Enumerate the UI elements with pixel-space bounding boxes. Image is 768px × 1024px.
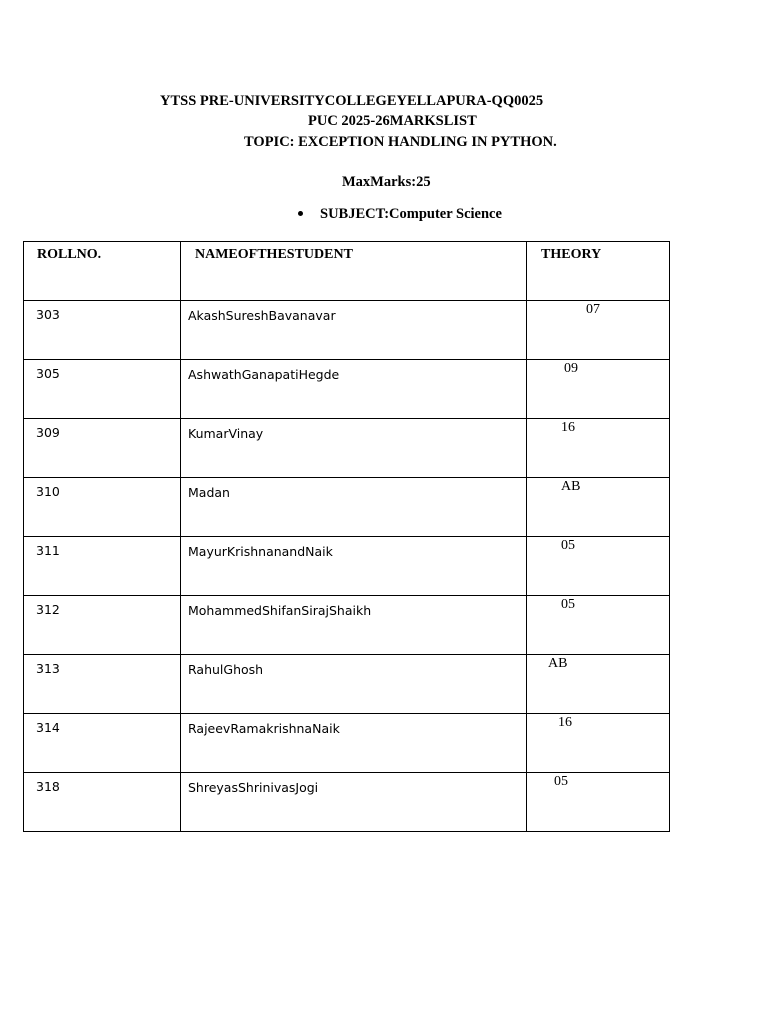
roll-cell: [24, 655, 181, 714]
theory-mark: 16: [561, 420, 575, 435]
table-row: [24, 478, 670, 537]
roll-number: 303: [36, 307, 60, 322]
roll-number: 313: [36, 661, 60, 676]
roll-number: 305: [36, 366, 60, 381]
student-name: MohammedShifanSirajShaikh: [188, 603, 372, 618]
marks-list-title: PUC 2025-26MARKSLIST: [308, 113, 477, 129]
roll-cell: [24, 596, 181, 655]
table-row: [24, 360, 670, 419]
column-header-roll: ROLLNO.: [37, 247, 102, 262]
student-name: KumarVinay: [188, 426, 264, 441]
name-cell: [181, 301, 527, 360]
roll-cell: [24, 301, 181, 360]
student-name: Madan: [188, 485, 230, 500]
name-cell: [181, 596, 527, 655]
roll-cell: [24, 537, 181, 596]
header-cell-name: [181, 242, 527, 301]
college-title: YTSS PRE-UNIVERSITYCOLLEGEYELLAPURA-QQ0025: [160, 93, 544, 109]
student-name: RahulGhosh: [188, 662, 264, 677]
student-name: MayurKrishnanandNaik: [188, 544, 333, 559]
theory-cell: [527, 773, 670, 832]
bullet-icon: [298, 211, 303, 216]
roll-number: 311: [36, 543, 60, 558]
theory-cell: [527, 419, 670, 478]
theory-mark: 05: [554, 774, 568, 789]
name-cell: [181, 360, 527, 419]
theory-mark: 05: [561, 538, 575, 553]
max-marks: MaxMarks:25: [342, 174, 431, 190]
header-cell-roll: [24, 242, 181, 301]
theory-cell: [527, 537, 670, 596]
roll-cell: [24, 478, 181, 537]
table-row: [24, 714, 670, 773]
roll-number: 309: [36, 425, 60, 440]
column-header-theory: THEORY: [541, 247, 602, 262]
table-row: [24, 301, 670, 360]
table-row: [24, 773, 670, 832]
roll-number: 318: [36, 779, 60, 794]
theory-mark: 07: [586, 302, 600, 317]
header-cell-theory: [527, 242, 670, 301]
theory-cell: [527, 714, 670, 773]
topic-title: TOPIC: EXCEPTION HANDLING IN PYTHON.: [244, 134, 557, 150]
table-row: [24, 655, 670, 714]
theory-mark: 09: [564, 361, 578, 376]
theory-cell: [527, 596, 670, 655]
name-cell: [181, 537, 527, 596]
subject-label: SUBJECT:Computer Science: [320, 206, 502, 222]
table-header-row: [24, 242, 670, 301]
theory-mark: 05: [561, 597, 575, 612]
marks-table: [23, 241, 670, 832]
student-name: ShreyasShrinivasJogi: [188, 780, 319, 795]
theory-mark: AB: [561, 479, 581, 494]
name-cell: [181, 714, 527, 773]
roll-cell: [24, 773, 181, 832]
student-name: RajeevRamakrishnaNaik: [188, 721, 340, 736]
theory-mark: 16: [558, 715, 572, 730]
roll-cell: [24, 360, 181, 419]
theory-cell: [527, 655, 670, 714]
student-name: AshwathGanapatiHegde: [188, 367, 340, 382]
student-name: AkashSureshBavanavar: [188, 308, 336, 323]
theory-cell: [527, 478, 670, 537]
roll-number: 312: [36, 602, 60, 617]
roll-number: 310: [36, 484, 60, 499]
roll-cell: [24, 714, 181, 773]
theory-mark: AB: [548, 656, 568, 671]
roll-number: 314: [36, 720, 60, 735]
theory-cell: [527, 360, 670, 419]
roll-cell: [24, 419, 181, 478]
theory-cell: [527, 301, 670, 360]
table-row: [24, 419, 670, 478]
name-cell: [181, 773, 527, 832]
name-cell: [181, 655, 527, 714]
name-cell: [181, 419, 527, 478]
table-row: [24, 537, 670, 596]
column-header-name: NAMEOFTHESTUDENT: [195, 247, 353, 262]
name-cell: [181, 478, 527, 537]
table-row: [24, 596, 670, 655]
